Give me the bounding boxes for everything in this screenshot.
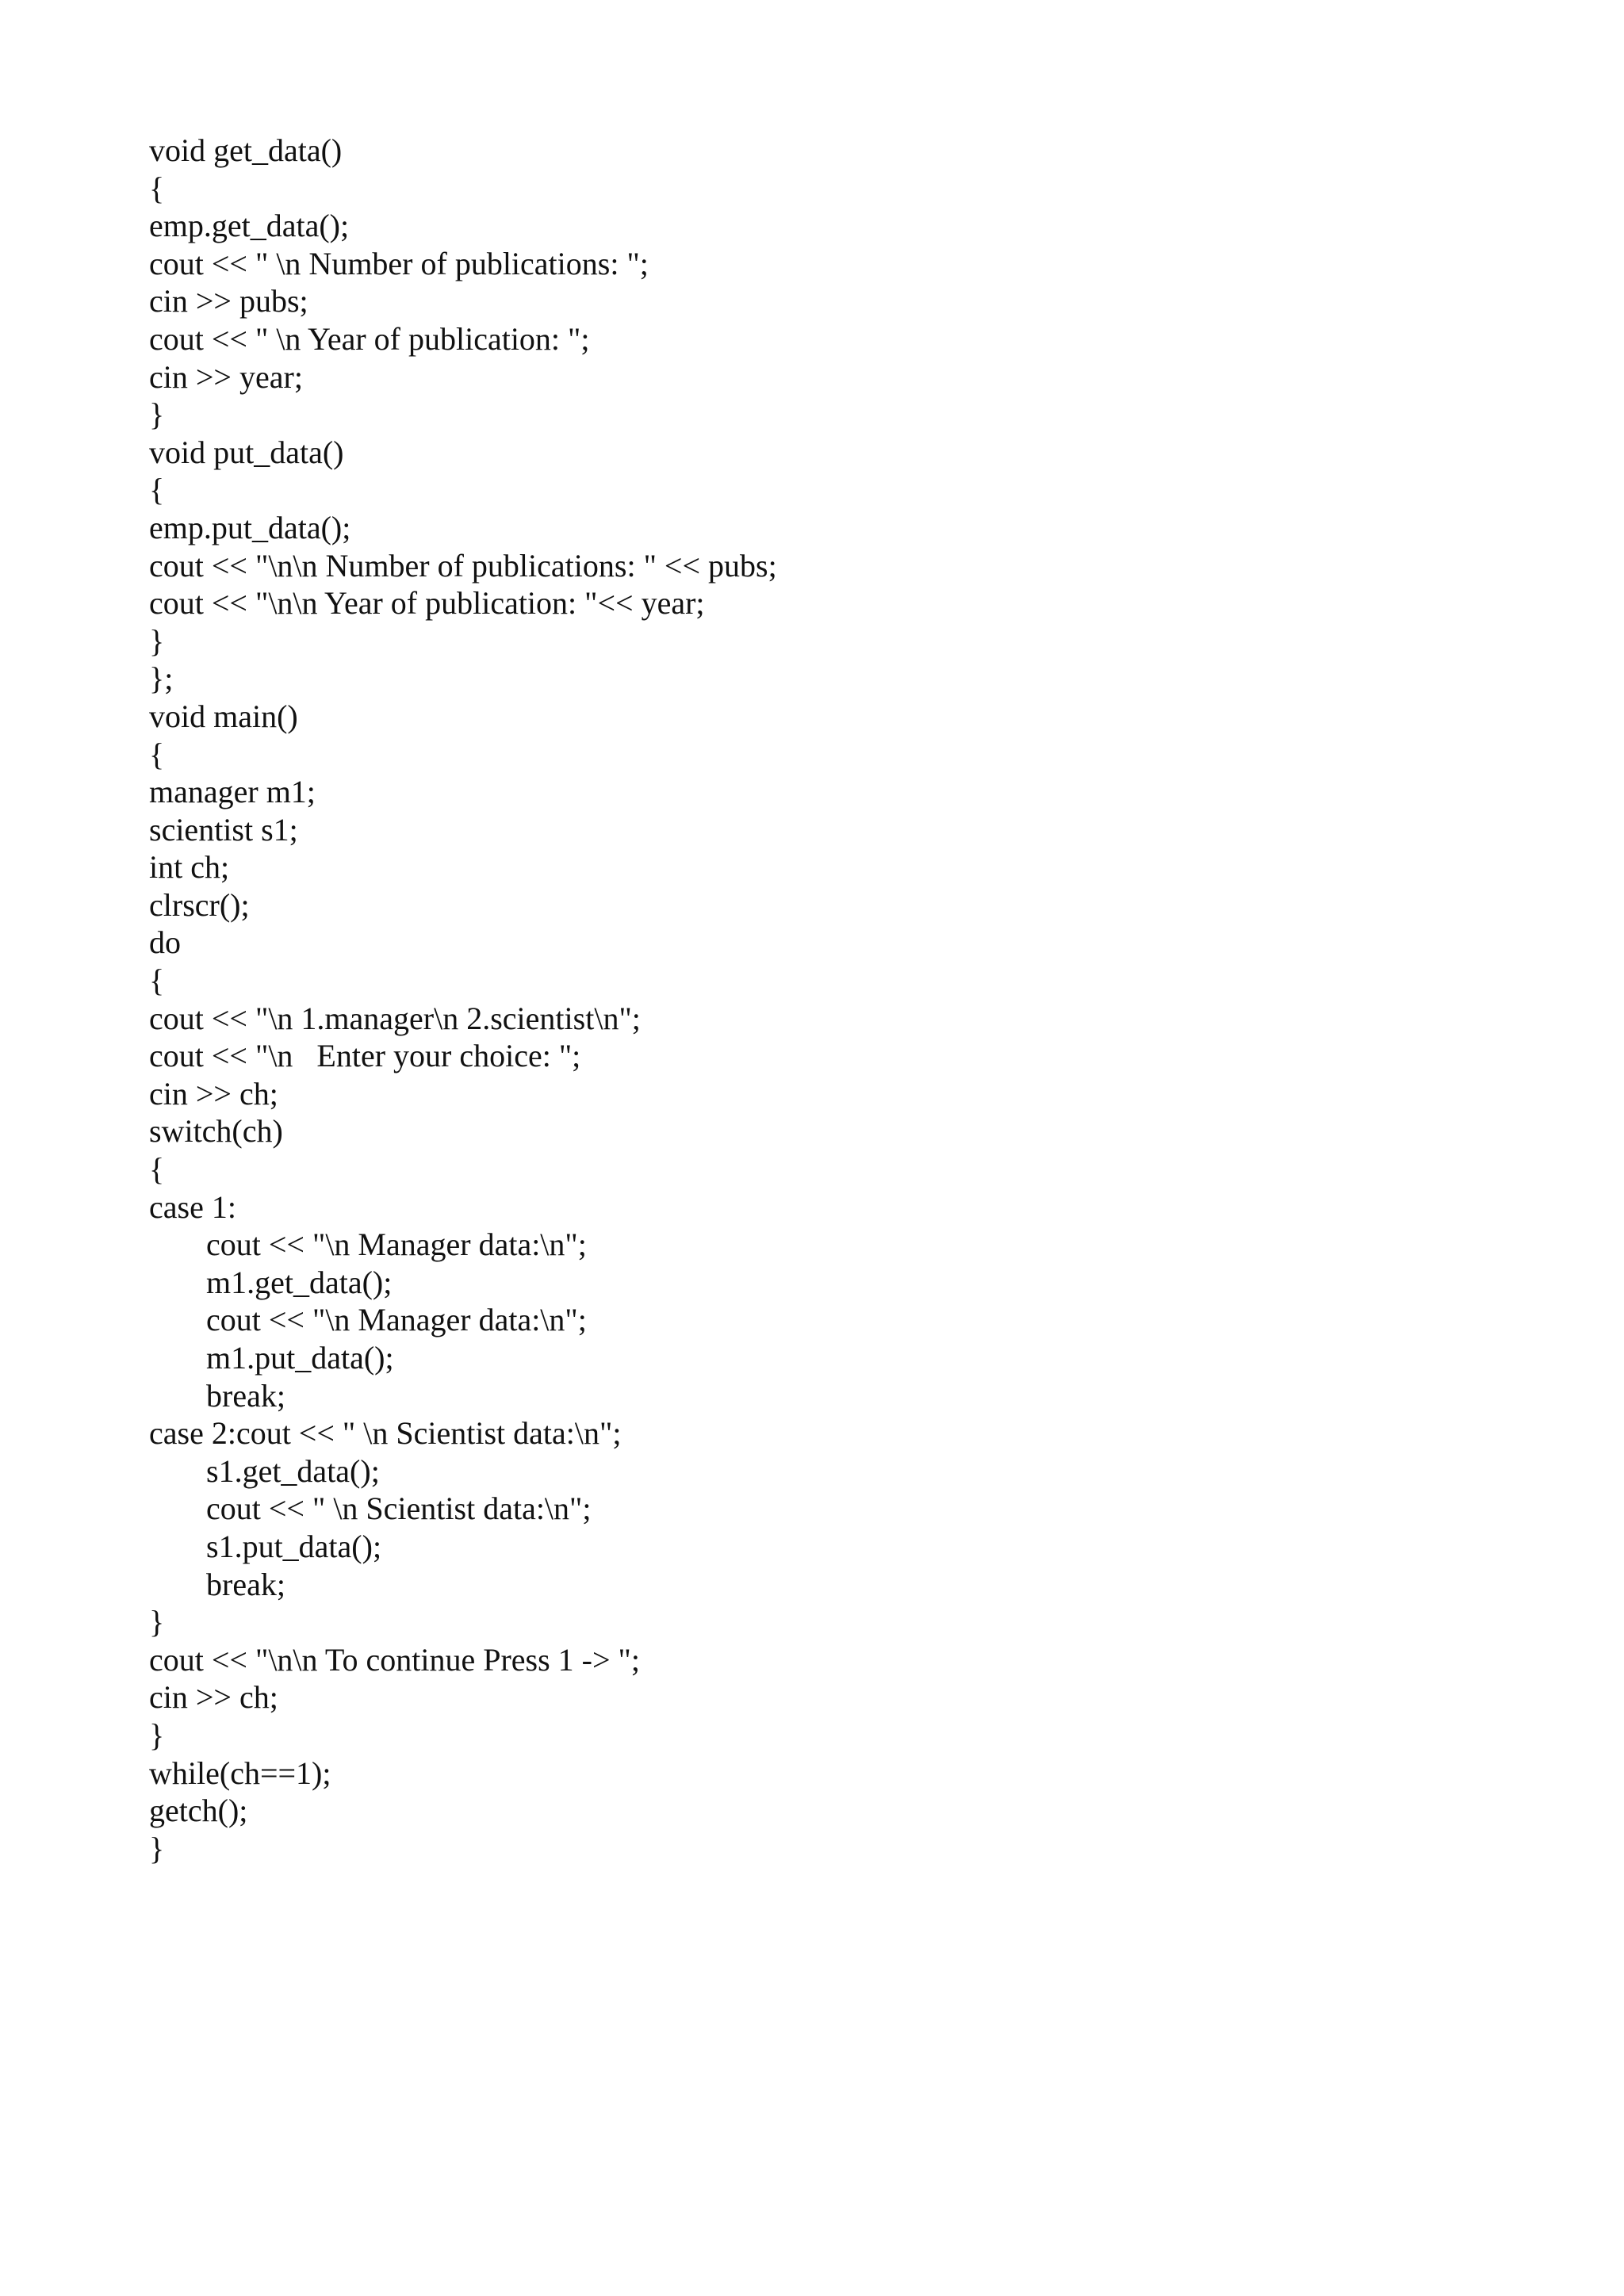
code-line: while(ch==1); [149,1755,331,1791]
code-line: break; [206,1377,285,1414]
code-line: cout << "\n\n To continue Press 1 -> "; [149,1641,640,1678]
code-line: } [149,1716,165,1753]
code-line: break; [206,1566,285,1602]
code-line: cin >> ch; [149,1075,278,1112]
code-line: switch(ch) [149,1113,283,1150]
code-line: { [149,962,165,999]
code-line: manager m1; [149,774,316,810]
code-line: void get_data() [149,132,343,168]
code-line: cout << " \n Scientist data:\n"; [206,1490,592,1527]
code-line: do [149,924,181,961]
code-line: m1.get_data(); [206,1264,393,1300]
code-line: } [149,396,165,433]
code-line: s1.get_data(); [206,1452,380,1489]
code-line: emp.put_data(); [149,509,351,545]
code-line: cout << "\n Manager data:\n"; [206,1302,587,1338]
code-line: cin >> pubs; [149,283,308,320]
code-line: cout << "\n Manager data:\n"; [206,1226,587,1263]
code-line: cout << "\n\n Number of publications: " << pubs; [149,547,777,584]
code-listing [149,132,1497,1867]
code-line: case 2:cout << " \n Scientist data:\n"; [149,1415,622,1452]
code-line: case 1: [149,1188,236,1225]
code-line: void put_data() [149,434,344,470]
code-line: } [149,1830,165,1866]
code-line: emp.get_data(); [149,208,350,244]
code-line: getch(); [149,1793,248,1829]
code-line: cin >> year; [149,358,303,395]
code-line: cout << " \n Year of publication: "; [149,320,590,357]
code-line: clrscr(); [149,886,250,923]
code-line: } [149,1604,165,1640]
code-line: { [149,736,165,772]
code-line: void main() [149,698,298,734]
code-line: }; [149,660,174,697]
code-line: s1.put_data(); [206,1528,382,1564]
code-line: } [149,622,165,659]
code-line: { [149,170,165,206]
code-line: { [149,1151,165,1188]
code-line: scientist s1; [149,811,298,848]
code-line: cout << "\n Enter your choice: "; [149,1038,581,1074]
code-line: cout << " \n Number of publications: "; [149,245,649,281]
code-line: { [149,472,165,508]
code-line: m1.put_data(); [206,1340,394,1376]
code-line: cin >> ch; [149,1679,278,1716]
code-line: int ch; [149,849,230,886]
code-line: cout << "\n\n Year of publication: "<< year; [149,585,705,622]
code-line: cout << "\n 1.manager\n 2.scientist\n"; [149,1000,641,1036]
